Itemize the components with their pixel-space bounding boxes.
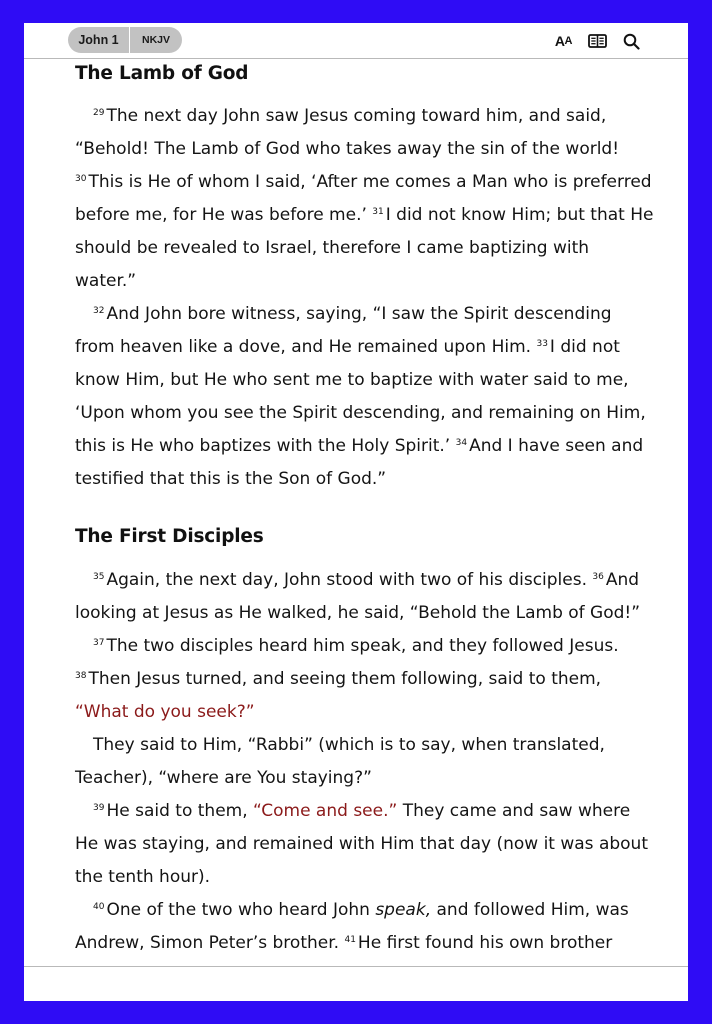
verse-text: He said to them,: [106, 801, 248, 821]
words-of-christ: “Come and see.”: [253, 801, 398, 821]
verse-number[interactable]: 34: [455, 438, 468, 448]
paragraph: [75, 795, 655, 894]
scripture-text: [75, 59, 655, 965]
verse-text: And I have seen and testified that this is the Son of God.”: [75, 436, 644, 489]
text-size-big-letter: A: [554, 33, 565, 49]
verse-number[interactable]: 33: [536, 339, 548, 349]
verse-text: He first found his own brother: [357, 933, 613, 953]
verse-text: and followed Him, was Andrew, Simon Peter’s brother.: [75, 900, 629, 953]
text-size-small-letter: A: [564, 35, 572, 47]
paragraph: [75, 564, 655, 630]
version-button[interactable]: NKJV: [141, 34, 170, 46]
verse-text: This is He of whom I said, ‘After me comes a Man who is preferred before me, for He was before me.’: [75, 172, 652, 225]
passage-selector[interactable]: [68, 27, 182, 53]
verse-number[interactable]: 32: [93, 306, 105, 316]
verse-text: I did not know Him; but that He should be revealed to Israel, therefore I came baptizing with water.”: [75, 205, 654, 291]
verse-text: They said to Him, “Rabbi” (which is to say, when translated, Teacher), “where are You staying?”: [75, 735, 605, 788]
verse-text: I did not know Him, but He who sent me to baptize with water said to me, ‘Upon whom you see the Spirit descending, and remaining on Him, this is He who baptizes with the Holy Spirit.’: [75, 337, 646, 456]
text-size-icon[interactable]: [555, 31, 572, 51]
section-heading: The Lamb of God: [75, 63, 249, 84]
italic-word: speak,: [375, 900, 432, 920]
words-of-christ: “What do you seek?”: [75, 702, 255, 722]
top-toolbar: [24, 23, 688, 59]
verse-number[interactable]: 29: [93, 108, 105, 118]
verse-number[interactable]: 39: [93, 803, 105, 813]
verse-number[interactable]: 36: [592, 572, 604, 582]
verse-number[interactable]: 35: [93, 572, 105, 582]
search-icon[interactable]: [623, 31, 640, 51]
verse-number[interactable]: 30: [75, 174, 87, 184]
paragraph: [75, 298, 655, 496]
reader-window: [24, 23, 688, 1000]
paragraph: [75, 630, 655, 729]
paragraph: [75, 100, 655, 298]
section-heading: The First Disciples: [75, 526, 264, 547]
verse-number[interactable]: 41: [344, 935, 356, 945]
toolbar-actions: [555, 30, 640, 52]
verse-text: One of the two who heard John: [106, 900, 370, 920]
bottom-bar: [24, 966, 688, 1001]
verse-text: Then Jesus turned, and seeing them following, said to them,: [88, 669, 602, 689]
book-icon[interactable]: [588, 31, 607, 51]
paragraph: [75, 729, 655, 795]
verse-text: And John bore witness, saying, “I saw the Spirit descending from heaven like a dove, and He remained upon Him.: [75, 304, 612, 357]
verse-number[interactable]: 31: [372, 207, 384, 217]
verse-text: And looking at Jesus as He walked, he said, “Behold the Lamb of God!”: [75, 570, 641, 623]
verse-text: The two disciples heard him speak, and they followed Jesus.: [106, 636, 619, 656]
verse-number[interactable]: 37: [93, 638, 105, 648]
verse-number[interactable]: 40: [93, 902, 105, 912]
verse-text: They came and saw where He was staying, and remained with Him that day (now it was about the tenth hour).: [75, 801, 648, 887]
verse-text: Again, the next day, John stood with two of his disciples.: [106, 570, 587, 590]
verse-number[interactable]: 38: [75, 671, 87, 681]
verse-text: The next day John saw Jesus coming toward him, and said, “Behold! The Lamb of God who takes away the sin of the world!: [75, 106, 620, 159]
book-chapter-button[interactable]: John 1: [68, 27, 130, 53]
